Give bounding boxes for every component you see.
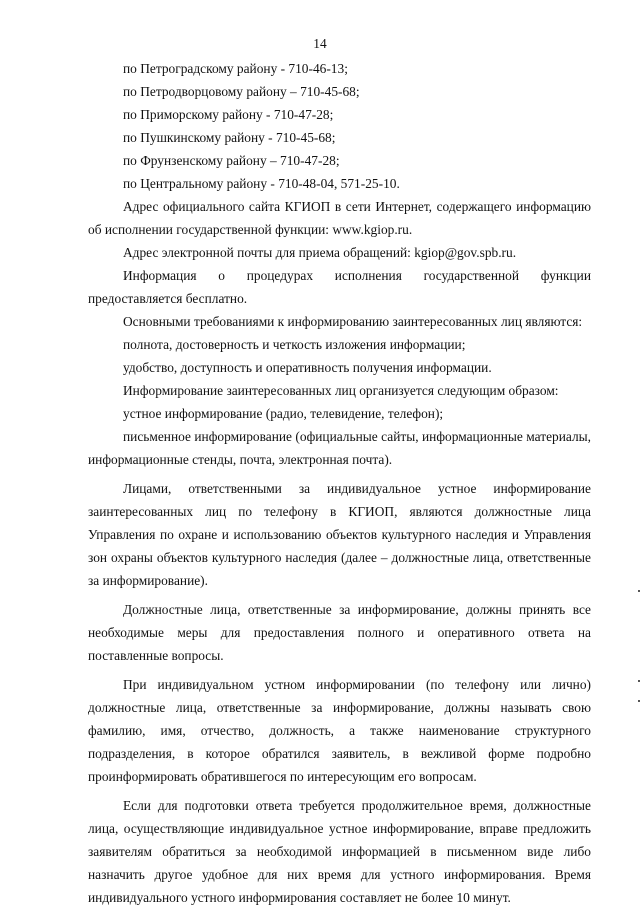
paragraph-responsibility-measures: Должностные лица, ответственные за информирование, должны принять все необходимые меры для предоставления полного и оперативного ответа на поставленные вопросы. (88, 602, 591, 663)
paragraph-phone-petrogradsky: по Петроградскому району - 710-46-13; (123, 61, 348, 76)
paragraph-free-info: Информация о процедурах исполнения государственной функции предоставляется бесплатно. (88, 268, 591, 306)
paragraph-requirement-convenience: удобство, доступность и оперативность получения информации. (123, 360, 492, 375)
paragraph-phone-petrodvortsovy: по Петродворцовому району – 710-45-68; (123, 84, 360, 99)
paragraph-written-info: письменное информирование (официальные сайты, информационные материалы, информационные стенды, почта, электронная почта). (88, 429, 591, 467)
paragraph-requirement-completeness: полнота, достоверность и четкость изложения информации; (123, 337, 466, 352)
paragraph-phone-primorsky: по Приморскому району - 710-47-28; (123, 107, 334, 122)
paragraph-long-answer: Если для подготовки ответа требуется продолжительное время, должностные лица, осуществляющие индивидуальное устное информирование, вправе предложить заявителям обратиться за необходимой информацией в письменном виде либо назначить другое удобное для них время для устного информирования. Время индивидуального устного информирования составляет не более 10 минут. (88, 798, 591, 905)
paragraph-phone-pushkinsky: по Пушкинскому району - 710-45-68; (123, 130, 336, 145)
paragraph-responsible-persons: Лицами, ответственными за индивидуальное устное информирование заинтересованных лиц по телефону в КГИОП, являются должностные лица Управления по охране и использованию объектов культурного наследия и Управления зон охраны объектов культурного наследия (далее – должностные лица, ответственные за информирование). (88, 481, 591, 588)
document-body (88, 57, 591, 909)
paragraph-phone-tsentralny: по Центральному району - 710-48-04, 571-25-10. (123, 176, 400, 191)
page-number: 14 (313, 36, 327, 51)
paragraph-email: Адрес электронной почты для приема обращений: kgiop@gov.spb.ru. (123, 245, 517, 260)
paragraph-requirements: Основными требованиями к информированию заинтересованных лиц являются: (123, 314, 583, 329)
paragraph-organization: Информирование заинтересованных лиц организуется следующим образом: (123, 383, 559, 398)
paragraph-website: Адрес официального сайта КГИОП в сети Интернет, содержащего информацию об исполнении государственной функции: www.kgiop.ru. (88, 199, 591, 237)
paragraph-oral-procedure: При индивидуальном устном информировании (по телефону или лично) должностные лица, ответственные за информирование, должны называть свою фамилию, имя, отчество, должность, а также наименование структурного подразделения, в которое обратился заявитель, в вежливой форме подробно проинформировать обратившегося по интересующим его вопросам. (88, 677, 591, 784)
paragraph-oral-info: устное информирование (радио, телевидение, телефон); (123, 406, 444, 421)
paragraph-phone-frunzensky: по Фрунзенскому району – 710-47-28; (123, 153, 340, 168)
